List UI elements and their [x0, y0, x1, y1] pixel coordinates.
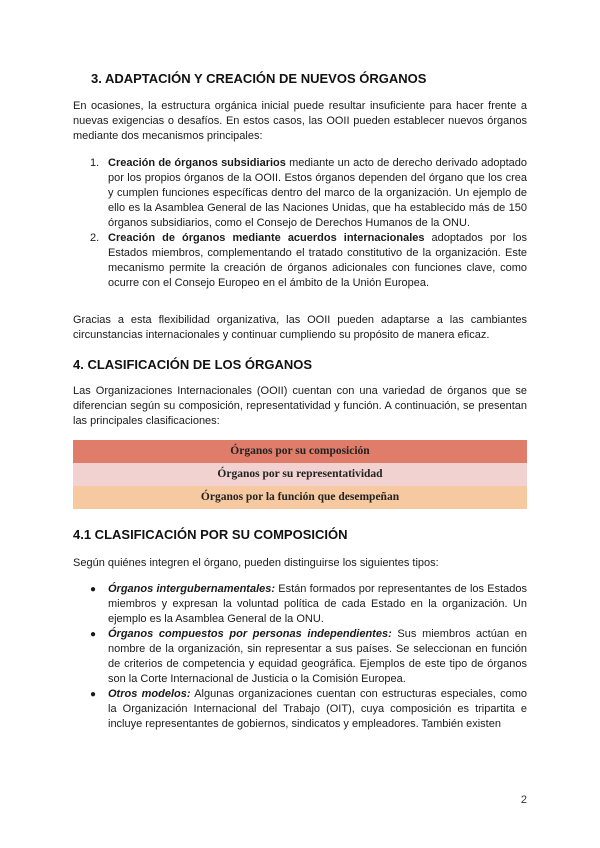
bullet-icon: ●	[90, 629, 97, 640]
list-item	[73, 231, 527, 291]
list-item-title: Creación de órganos mediante acuerdos internacionales	[108, 232, 425, 244]
list-number: 1.	[90, 157, 100, 169]
list-number: 2.	[90, 232, 100, 244]
list-item	[73, 627, 527, 687]
list-item-title: Órganos compuestos por personas independientes:	[108, 628, 392, 640]
table-row-composition: Órganos por su composición	[73, 440, 527, 463]
bullet-icon: ●	[90, 584, 97, 595]
table-row-function: Órganos por la función que desempeñan	[73, 486, 527, 509]
bullet-icon: ●	[90, 689, 97, 700]
list-item-text: mediante un acto de derecho derivado adoptado por los propios órganos de la OOII. Estos órganos dependen del órgano que los crea y cumplen funciones específicas dentro del marco de la organización. Un ejemplo de ello es la Asamblea General de las Naciones Unidas, que ha establecido más de 150 órganos subsidiarios, como el Consejo de Derechos Humanos de la ONU.	[108, 157, 527, 229]
page-number: 2	[520, 794, 527, 806]
list-item-title: Otros modelos:	[108, 688, 191, 700]
section-4-1-intro: Según quiénes integren el órgano, pueden distinguirse los siguientes tipos:	[73, 557, 439, 569]
list-item	[73, 156, 527, 231]
section-4-intro: Las Organizaciones Internacionales (OOII) cuentan con una variedad de órganos que se diferencian según su composición, representatividad y función. A continuación, se presentan las principales clasificaciones:	[73, 385, 527, 427]
list-item-title: Órganos intergubernamentales:	[108, 583, 276, 595]
list-item	[73, 687, 527, 732]
list-item-text: Sus miembros actúan en nombre de la organización, sin representar a sus países. Se seleccionan en función de criterios de competencia y equidad geográfica. Ejemplos de este tipo de órganos son la Corte Internacional de Justicia o la Comisión Europea.	[108, 628, 528, 685]
types-list	[73, 582, 527, 732]
list-item-text: adoptados por los Estados miembros, complementando el tratado constitutivo de la organización. Este mecanismo permite la creación de órganos adicionales con funciones clave, como ocurre con el Consejo Europeo en el ámbito de la Unión Europea.	[108, 232, 527, 289]
list-item	[73, 582, 527, 627]
list-item-text: Algunas organizaciones cuentan con estructuras especiales, como la Organización Internacional del Trabajo (OIT), cuya composición es tripartita e incluye representantes de gobiernos, sindicatos y empleadores. También existen	[108, 688, 527, 730]
section-4-1-heading: 4.1 CLASIFICACIÓN POR SU COMPOSICIÓN	[73, 527, 348, 542]
list-item-title: Creación de órganos subsidiarios	[108, 157, 286, 169]
section-3-closing: Gracias a esta flexibilidad organizativa, las OOII pueden adaptarse a las cambiantes circunstancias internacionales y continuar cumpliendo su propósito de manera eficaz.	[73, 314, 527, 341]
section-3-intro: En ocasiones, la estructura orgánica inicial puede resultar insuficiente para hacer frente a nuevas exigencias o desafíos. En estos casos, las OOII pueden establecer nuevos órganos mediante dos mecanismos principales:	[73, 100, 527, 142]
section-4-heading: 4. CLASIFICACIÓN DE LOS ÓRGANOS	[73, 357, 313, 372]
list-item-text: Están formados por representantes de los Estados miembros y expresan la voluntad política de cada Estado en la organización. Un ejemplo es la Asamblea General de la ONU.	[108, 583, 527, 625]
mechanisms-list	[73, 156, 527, 291]
section-3-heading: 3. ADAPTACIÓN Y CREACIÓN DE NUEVOS ÓRGANOS	[91, 71, 427, 86]
table-row-representativeness: Órganos por su representatividad	[73, 463, 527, 486]
classification-table	[73, 440, 527, 509]
